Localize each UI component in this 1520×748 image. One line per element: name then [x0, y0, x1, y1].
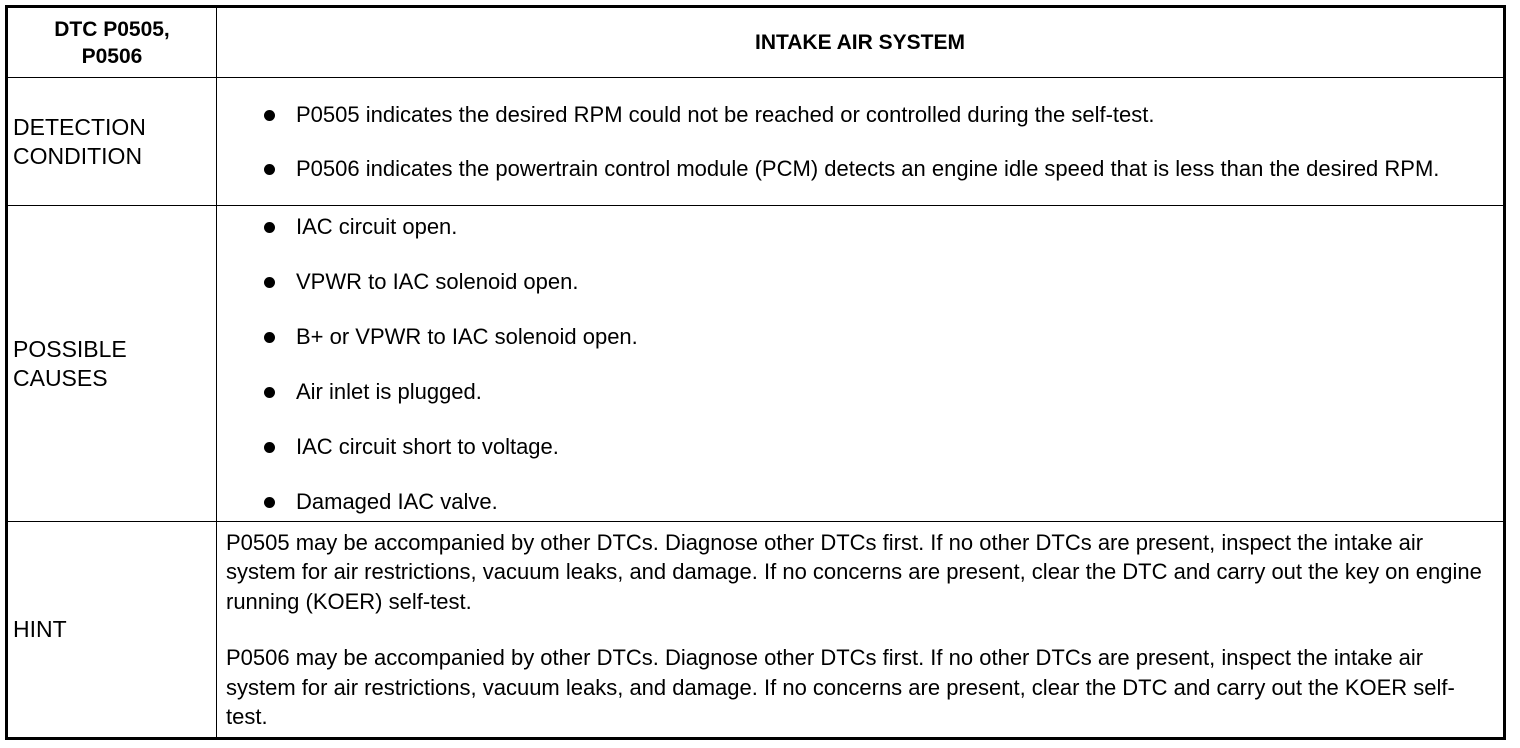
bullet-icon — [264, 110, 275, 121]
list-item — [296, 154, 1493, 183]
bullet-icon — [264, 222, 275, 233]
detection-row — [7, 78, 1505, 206]
causes-list — [217, 212, 1503, 516]
list-item — [296, 100, 1493, 129]
causes-row — [7, 206, 1505, 522]
cause-item-text: VPWR to IAC solenoid open. — [296, 268, 579, 294]
bullet-icon — [264, 387, 275, 398]
dtc-code-label: DTC P0505, P0506 — [54, 17, 170, 68]
list-item — [296, 322, 1493, 351]
hint-content-cell — [217, 522, 1505, 739]
detection-list — [217, 100, 1503, 183]
cause-item-text: IAC circuit open. — [296, 213, 458, 239]
bullet-icon — [264, 164, 275, 175]
dtc-code-cell — [7, 7, 217, 78]
cause-item-text: Air inlet is plugged. — [296, 378, 482, 404]
list-item — [296, 377, 1493, 406]
bullet-icon — [264, 442, 275, 453]
causes-content-cell — [217, 206, 1505, 522]
causes-label-cell — [7, 206, 217, 522]
detection-item-text: P0505 indicates the desired RPM could not be reached or controlled during the self-test. — [296, 102, 1155, 127]
list-item — [296, 212, 1493, 241]
hint-paragraph: P0505 may be accompanied by other DTCs. Diagnose other DTCs first. If no other DTCs are present, inspect the intake air system for air restrictions, vacuum leaks, and damage. If no concerns are present, clear the DTC and carry out the key on engine running (KOER) self-test. — [226, 529, 1482, 614]
causes-label: POSSIBLE CAUSES — [13, 335, 127, 391]
dtc-table — [5, 5, 1506, 740]
detection-content-cell — [217, 78, 1505, 206]
hint-label-cell — [7, 522, 217, 739]
cause-item-text: Damaged IAC valve. — [296, 488, 498, 514]
detection-label-cell — [7, 78, 217, 206]
cause-item-text: B+ or VPWR to IAC solenoid open. — [296, 323, 638, 349]
list-item — [296, 267, 1493, 296]
detection-label: DETECTION CONDITION — [13, 113, 146, 169]
detection-item-text: P0506 indicates the powertrain control module (PCM) detects an engine idle speed that is less than the desired RPM. — [296, 156, 1440, 181]
list-item — [296, 432, 1493, 461]
cause-item-text: IAC circuit short to voltage. — [296, 433, 559, 459]
hint-paragraph: P0506 may be accompanied by other DTCs. Diagnose other DTCs first. If no other DTCs are present, inspect the intake air system for air restrictions, vacuum leaks, and damage. If no concerns are present, clear the DTC and carry out the KOER self-test. — [226, 645, 1455, 729]
bullet-icon — [264, 332, 275, 343]
table-title: INTAKE AIR SYSTEM — [217, 7, 1505, 78]
list-item — [296, 487, 1493, 516]
bullet-icon — [264, 497, 275, 508]
hint-row — [7, 522, 1505, 739]
bullet-icon — [264, 277, 275, 288]
hint-label: HINT — [13, 616, 67, 642]
header-row — [7, 7, 1505, 78]
